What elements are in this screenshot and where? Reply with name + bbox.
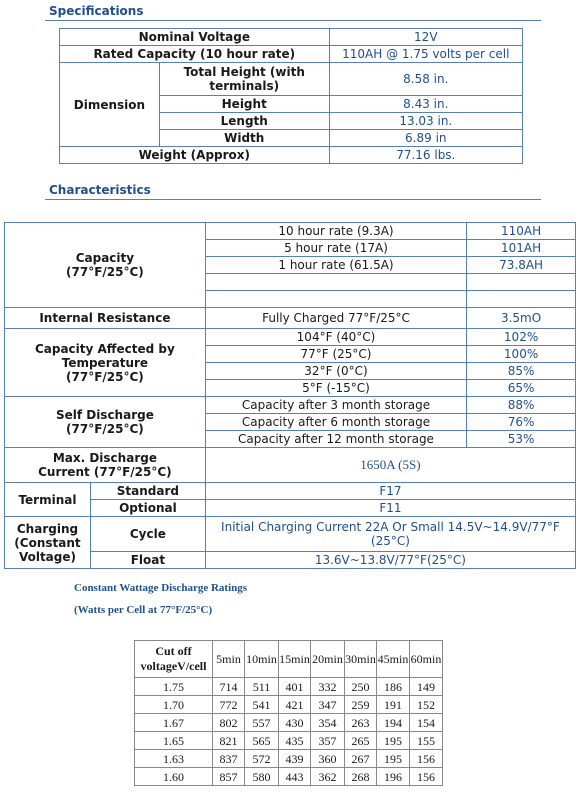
- wattage-cell: 572: [245, 750, 279, 768]
- table-row: [60, 63, 523, 96]
- table-row: [60, 46, 523, 63]
- cutoff-voltage-cell: 1.70: [135, 696, 213, 714]
- cutoff-voltage-header: Cut off voltageV/cell: [135, 641, 213, 678]
- wattage-cell: 191: [377, 696, 410, 714]
- empty-cell: [467, 291, 576, 308]
- terminal-label: Terminal: [5, 483, 91, 517]
- wattage-cell: 154: [410, 714, 443, 732]
- capacity-label: Capacity (77°F/25°C): [5, 223, 206, 308]
- nominal-voltage-value: 12V: [329, 29, 522, 46]
- wattage-cell: 156: [410, 750, 443, 768]
- rated-capacity-label: Rated Capacity (10 hour rate): [60, 46, 330, 63]
- empty-cell: [205, 274, 466, 291]
- wattage-cell: 194: [377, 714, 410, 732]
- max-discharge-value: 1650A (5S): [205, 448, 575, 483]
- self-discharge-label: Self Discharge (77°F/25°C): [5, 397, 206, 448]
- table-row: [5, 552, 576, 569]
- temperature-value-label: 104°F (40°C): [205, 329, 466, 346]
- total-height-label: Total Height (with terminals): [159, 63, 329, 96]
- table-row: [5, 517, 576, 552]
- dimension-label: Dimension: [60, 63, 160, 147]
- wattage-cell: 541: [245, 696, 279, 714]
- terminal-standard-value: F17: [205, 483, 575, 500]
- characteristics-heading: Characteristics: [49, 183, 151, 197]
- table-row: [5, 223, 576, 240]
- capacity-value: 73.8AH: [467, 257, 576, 274]
- empty-cell: [205, 291, 466, 308]
- specifications-table: [59, 28, 523, 164]
- column-header: 45min: [377, 641, 410, 678]
- storage-percent: 53%: [467, 431, 576, 448]
- cutoff-voltage-cell: 1.60: [135, 768, 213, 786]
- temperature-percent: 102%: [467, 329, 576, 346]
- charging-label: Charging (Constant Voltage): [5, 517, 91, 569]
- heading-divider: [45, 199, 541, 200]
- wattage-cell: 155: [410, 732, 443, 750]
- wattage-cell: 362: [311, 768, 345, 786]
- specifications-heading: Specifications: [49, 4, 144, 18]
- wattage-cell: 802: [213, 714, 245, 732]
- temperature-percent: 100%: [467, 346, 576, 363]
- storage-label: Capacity after 6 month storage: [205, 414, 466, 431]
- constant-wattage-title: Constant Wattage Discharge Ratings: [74, 582, 248, 594]
- cutoff-voltage-cell: 1.63: [135, 750, 213, 768]
- storage-label: Capacity after 12 month storage: [205, 431, 466, 448]
- characteristics-table: [4, 222, 576, 569]
- column-header: 5min: [213, 641, 245, 678]
- terminal-optional-value: F11: [205, 500, 575, 517]
- internal-resistance-value: 3.5mO: [467, 308, 576, 329]
- charging-cycle-value: Initial Charging Current 22A Or Small 14.5V~14.9V/77°F (25°C): [205, 517, 575, 552]
- total-height-value: 8.58 in.: [329, 63, 522, 96]
- capacity-rate: 10 hour rate (9.3A): [205, 223, 466, 240]
- wattage-cell: 354: [311, 714, 345, 732]
- wattage-cell: 421: [279, 696, 311, 714]
- width-value: 6.89 in: [329, 130, 522, 147]
- temperature-value-label: 32°F (0°C): [205, 363, 466, 380]
- table-row: [5, 448, 576, 483]
- capacity-value: 101AH: [467, 240, 576, 257]
- temperature-value-label: 5°F (-15°C): [205, 380, 466, 397]
- table-row: [5, 500, 576, 517]
- table-row: [60, 147, 523, 164]
- length-value: 13.03 in.: [329, 113, 522, 130]
- wattage-cell: 332: [311, 678, 345, 696]
- storage-label: Capacity after 3 month storage: [205, 397, 466, 414]
- table-row: [5, 308, 576, 329]
- height-value: 8.43 in.: [329, 96, 522, 113]
- table-row: [135, 696, 443, 714]
- cutoff-voltage-cell: 1.65: [135, 732, 213, 750]
- wattage-cell: 857: [213, 768, 245, 786]
- column-header: 15min: [279, 641, 311, 678]
- wattage-cell: 156: [410, 768, 443, 786]
- wattage-cell: 443: [279, 768, 311, 786]
- wattage-cell: 430: [279, 714, 311, 732]
- table-row: [135, 714, 443, 732]
- empty-cell: [467, 274, 576, 291]
- charging-cycle-label: Cycle: [90, 517, 205, 552]
- wattage-cell: 195: [377, 732, 410, 750]
- weight-value: 77.16 lbs.: [329, 147, 522, 164]
- terminal-standard-label: Standard: [90, 483, 205, 500]
- wattage-cell: 565: [245, 732, 279, 750]
- wattage-cell: 347: [311, 696, 345, 714]
- capacity-rate: 1 hour rate (61.5A): [205, 257, 466, 274]
- column-header: 10min: [245, 641, 279, 678]
- width-label: Width: [159, 130, 329, 147]
- wattage-cell: 186: [377, 678, 410, 696]
- constant-wattage-subtitle: (Watts per Cell at 77°F/25°C): [74, 604, 213, 616]
- wattage-cell: 149: [410, 678, 443, 696]
- wattage-cell: 268: [345, 768, 377, 786]
- wattage-cell: 357: [311, 732, 345, 750]
- internal-resistance-condition: Fully Charged 77°F/25°C: [205, 308, 466, 329]
- wattage-cell: 360: [311, 750, 345, 768]
- table-row: [135, 768, 443, 786]
- constant-wattage-table: [134, 640, 443, 786]
- wattage-cell: 152: [410, 696, 443, 714]
- wattage-cell: 511: [245, 678, 279, 696]
- wattage-cell: 267: [345, 750, 377, 768]
- wattage-cell: 263: [345, 714, 377, 732]
- wattage-cell: 435: [279, 732, 311, 750]
- wattage-cell: 265: [345, 732, 377, 750]
- table-row: [135, 750, 443, 768]
- table-row: [135, 732, 443, 750]
- wattage-cell: 837: [213, 750, 245, 768]
- column-header: 30min: [345, 641, 377, 678]
- capacity-rate: 5 hour rate (17A): [205, 240, 466, 257]
- length-label: Length: [159, 113, 329, 130]
- nominal-voltage-label: Nominal Voltage: [60, 29, 330, 46]
- storage-percent: 88%: [467, 397, 576, 414]
- table-row: [5, 329, 576, 346]
- wattage-cell: 196: [377, 768, 410, 786]
- charging-float-value: 13.6V~13.8V/77°F(25°C): [205, 552, 575, 569]
- storage-percent: 76%: [467, 414, 576, 431]
- height-label: Height: [159, 96, 329, 113]
- wattage-cell: 439: [279, 750, 311, 768]
- table-header-row: [135, 641, 443, 678]
- heading-divider: [45, 20, 541, 21]
- wattage-cell: 557: [245, 714, 279, 732]
- cutoff-voltage-cell: 1.75: [135, 678, 213, 696]
- capacity-value: 110AH: [467, 223, 576, 240]
- temperature-value-label: 77°F (25°C): [205, 346, 466, 363]
- weight-label: Weight (Approx): [60, 147, 330, 164]
- cutoff-voltage-cell: 1.67: [135, 714, 213, 732]
- column-header: 20min: [311, 641, 345, 678]
- wattage-cell: 821: [213, 732, 245, 750]
- table-row: [5, 397, 576, 414]
- table-row: [5, 483, 576, 500]
- wattage-cell: 580: [245, 768, 279, 786]
- internal-resistance-label: Internal Resistance: [5, 308, 206, 329]
- temperature-label: Capacity Affected by Temperature (77°F/25°C): [5, 329, 206, 397]
- wattage-cell: 250: [345, 678, 377, 696]
- wattage-cell: 772: [213, 696, 245, 714]
- rated-capacity-value: 110AH @ 1.75 volts per cell: [329, 46, 522, 63]
- wattage-cell: 714: [213, 678, 245, 696]
- temperature-percent: 85%: [467, 363, 576, 380]
- wattage-cell: 259: [345, 696, 377, 714]
- max-discharge-label: Max. Discharge Current (77°F/25°C): [5, 448, 206, 483]
- wattage-cell: 195: [377, 750, 410, 768]
- temperature-percent: 65%: [467, 380, 576, 397]
- table-row: [135, 678, 443, 696]
- wattage-cell: 401: [279, 678, 311, 696]
- table-row: [60, 29, 523, 46]
- charging-float-label: Float: [90, 552, 205, 569]
- column-header: 60min: [410, 641, 443, 678]
- terminal-optional-label: Optional: [90, 500, 205, 517]
